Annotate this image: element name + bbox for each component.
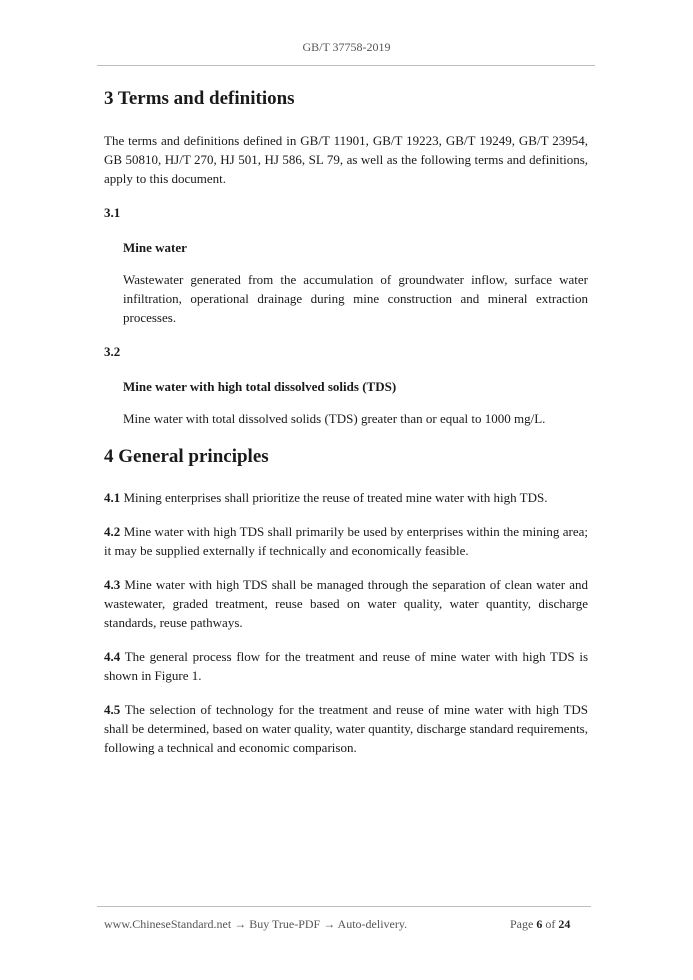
header-divider bbox=[97, 65, 595, 66]
clause-text: Mine water with high TDS shall be managed through the separation of clean water and wastewater, graded treatment, reuse based on water quality, water quantity, discharge standards, reuse pathways. bbox=[104, 577, 588, 630]
page-of-label: of bbox=[545, 917, 556, 931]
clause bbox=[104, 647, 588, 685]
clause-number: 4.4 bbox=[104, 649, 121, 664]
page-indicator bbox=[510, 917, 570, 932]
clause-number: 4.3 bbox=[104, 577, 121, 592]
term-number: 3.1 bbox=[104, 205, 121, 220]
clause-text: The selection of technology for the treatment and reuse of mine water with high TDS shall be determined, based on water quality, water quantity, discharge standard requirements, following a technical and economic comparison. bbox=[104, 702, 589, 755]
clause bbox=[104, 522, 588, 560]
page-total: 24 bbox=[558, 917, 571, 931]
page-content bbox=[104, 86, 588, 772]
clause-number: 4.2 bbox=[104, 524, 121, 539]
term-number: 3.2 bbox=[104, 344, 121, 359]
section-4-title: 4 General principles bbox=[104, 446, 269, 467]
term-definition: Mine water with total dissolved solids (TDS) greater than or equal to 1000 mg/L. bbox=[123, 411, 546, 426]
term-definition: Wastewater generated from the accumulation of groundwater inflow, surface water infiltration, operational drainage during mine construction and mineral extraction processes. bbox=[123, 272, 588, 325]
term-name: Mine water bbox=[123, 240, 187, 255]
clause bbox=[104, 575, 588, 632]
footer-link[interactable]: www.ChineseStandard.net → Buy True-PDF → Auto-delivery. bbox=[104, 917, 408, 931]
clause-text: Mine water with high TDS shall primarily be used by enterprises within the mining area; it may be supplied externally if technically and economically feasible. bbox=[104, 524, 589, 558]
clause-text: Mining enterprises shall prioritize the reuse of treated mine water with high TDS. bbox=[123, 490, 548, 505]
clause bbox=[104, 700, 588, 757]
document-header: GB/T 37758-2019 bbox=[302, 40, 391, 54]
footer-divider bbox=[97, 906, 591, 907]
page-label: Page bbox=[510, 917, 534, 931]
clause-text: The general process flow for the treatment and reuse of mine water with high TDS is shown in Figure 1. bbox=[104, 649, 588, 683]
page-number: 6 bbox=[536, 917, 543, 931]
clause-number: 4.5 bbox=[104, 702, 121, 717]
clause bbox=[104, 488, 588, 507]
term-name: Mine water with high total dissolved solids (TDS) bbox=[123, 379, 397, 394]
section-3-title: 3 Terms and definitions bbox=[104, 88, 295, 109]
clause-number: 4.1 bbox=[104, 490, 121, 505]
section-3-intro: The terms and definitions defined in GB/T 11901, GB/T 19223, GB/T 19249, GB/T 23954, GB 50810, HJ/T 270, HJ 501, HJ 586, SL 79, as well as the following terms and definitions, apply to this document. bbox=[104, 133, 588, 186]
